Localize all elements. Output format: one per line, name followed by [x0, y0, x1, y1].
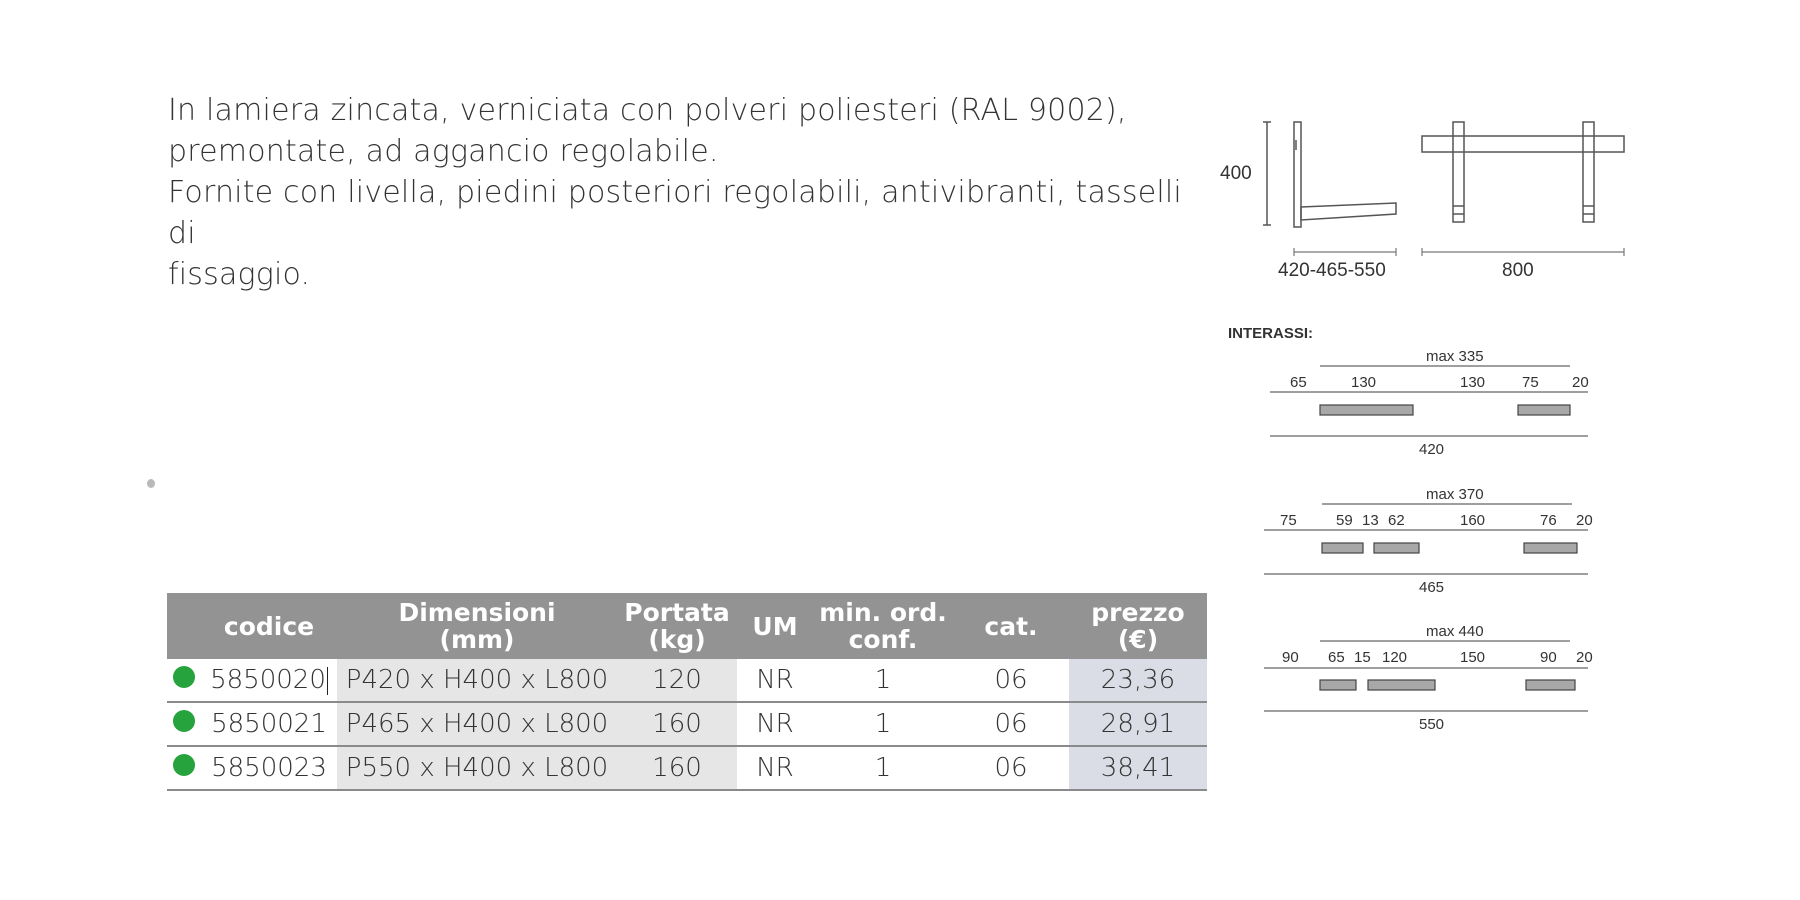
table-row[interactable]	[167, 746, 1207, 790]
span-label: 75	[1522, 374, 1539, 391]
header-dimensioni-label: Dimensioni	[398, 598, 556, 627]
product-table	[167, 593, 1207, 791]
availability-dot-icon	[173, 710, 195, 732]
status-cell	[167, 746, 201, 790]
product-code-cell[interactable]	[201, 702, 337, 746]
dimensions-cell: P420 x H400 x L800	[337, 659, 617, 702]
length-label: 800	[1502, 260, 1534, 281]
span-label: 62	[1388, 512, 1405, 529]
description-line: premontate, ad aggancio regolabile.	[168, 134, 719, 169]
product-code-cell[interactable]	[201, 659, 337, 702]
span-label: 130	[1460, 374, 1486, 391]
product-code[interactable]: 5850021	[211, 709, 327, 739]
price-cell: 23,36	[1069, 659, 1207, 702]
total-label: 465	[1419, 579, 1445, 596]
dimensions-cell: P465 x H400 x L800	[337, 702, 617, 746]
price-cell: 28,91	[1069, 702, 1207, 746]
header-prezzo	[1069, 593, 1207, 659]
um-cell: NR	[737, 702, 813, 746]
table-header-row	[167, 593, 1207, 659]
max-label: max 370	[1426, 486, 1484, 503]
span-label: 59	[1336, 512, 1353, 529]
technical-drawing	[1208, 100, 1648, 740]
portata-cell: 160	[617, 702, 737, 746]
span-label: 20	[1576, 512, 1593, 529]
product-code-cell[interactable]	[201, 746, 337, 790]
text-cursor	[327, 667, 328, 695]
header-portata	[617, 593, 737, 659]
min-order-cell: 1	[813, 702, 953, 746]
depth-label: 420-465-550	[1278, 260, 1386, 281]
header-dimensioni	[337, 593, 617, 659]
span-label: 130	[1351, 374, 1377, 391]
cat-cell: 06	[953, 746, 1069, 790]
portata-cell: 160	[617, 746, 737, 790]
header-prezzo-label: prezzo	[1091, 598, 1185, 627]
total-label: 420	[1419, 441, 1445, 458]
header-min-ord-label: min. ord.	[819, 598, 947, 627]
height-label: 400	[1220, 163, 1252, 184]
availability-dot-icon	[173, 754, 195, 776]
cat-cell: 06	[953, 702, 1069, 746]
header-min-ord-unit: conf.	[848, 625, 918, 654]
span-label: 90	[1540, 649, 1557, 666]
availability-dot-icon	[173, 666, 195, 688]
min-order-cell: 1	[813, 659, 953, 702]
span-label: 65	[1328, 649, 1345, 666]
header-codice: codice	[201, 593, 337, 659]
interassi-420	[1270, 348, 1589, 458]
depth-dimension-line	[1294, 248, 1396, 256]
length-dimension-line	[1422, 248, 1624, 256]
portata-cell: 120	[617, 659, 737, 702]
product-description	[168, 90, 1208, 295]
span-label: 76	[1540, 512, 1557, 529]
interassi-title: INTERASSI:	[1228, 325, 1314, 342]
span-label: 15	[1354, 649, 1371, 666]
header-status	[167, 593, 201, 659]
header-portata-unit: (kg)	[648, 625, 706, 654]
header-portata-label: Portata	[624, 598, 730, 627]
status-cell	[167, 659, 201, 702]
total-label: 550	[1419, 716, 1445, 733]
front-view-drawing	[1422, 122, 1624, 222]
header-min-ord	[813, 593, 953, 659]
min-order-cell: 1	[813, 746, 953, 790]
interassi-550	[1264, 623, 1593, 733]
price-cell: 38,41	[1069, 746, 1207, 790]
interassi-465	[1264, 486, 1593, 596]
status-cell	[167, 702, 201, 746]
header-cat: cat.	[953, 593, 1069, 659]
span-label: 160	[1460, 512, 1486, 529]
side-view-drawing	[1263, 122, 1396, 227]
description-line: fissaggio.	[168, 257, 311, 292]
span-label: 13	[1362, 512, 1379, 529]
table-row[interactable]	[167, 659, 1207, 702]
max-label: max 335	[1426, 348, 1484, 365]
description-line: In lamiera zincata, verniciata con polveri poliesteri (RAL 9002),	[168, 93, 1127, 128]
span-label: 20	[1572, 374, 1589, 391]
scan-mark	[147, 479, 155, 488]
span-label: 20	[1576, 649, 1593, 666]
header-um: UM	[737, 593, 813, 659]
description-line: Fornite con livella, piedini posteriori regolabili, antivibranti, tasselli di	[168, 175, 1182, 251]
dimensions-cell: P550 x H400 x L800	[337, 746, 617, 790]
span-label: 75	[1280, 512, 1297, 529]
product-code[interactable]: 5850020	[210, 665, 326, 695]
span-label: 150	[1460, 649, 1486, 666]
cat-cell: 06	[953, 659, 1069, 702]
product-code[interactable]: 5850023	[211, 753, 327, 783]
um-cell: NR	[737, 659, 813, 702]
max-label: max 440	[1426, 623, 1484, 640]
table-row[interactable]	[167, 702, 1207, 746]
header-dimensioni-unit: (mm)	[439, 625, 515, 654]
span-label: 90	[1282, 649, 1299, 666]
span-label: 65	[1290, 374, 1307, 391]
um-cell: NR	[737, 746, 813, 790]
header-prezzo-unit: (€)	[1117, 625, 1159, 654]
span-label: 120	[1382, 649, 1408, 666]
